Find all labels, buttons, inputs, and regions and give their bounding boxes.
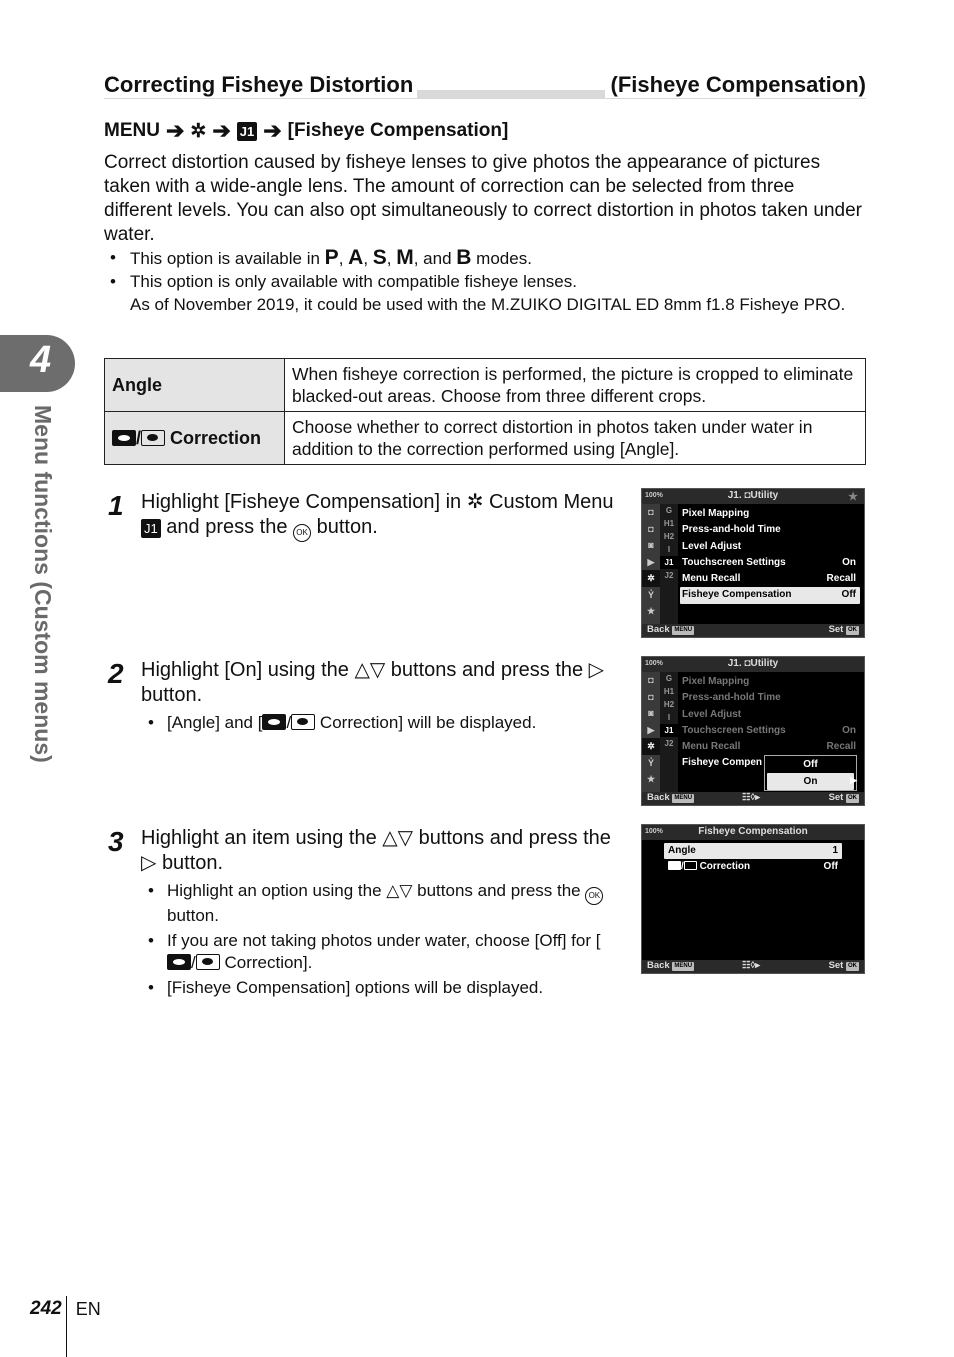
item-value: On	[842, 724, 856, 736]
note-text: As of November 2019, it could be used with the M.ZUIKO DIGITAL ED 8mm f1.8 Fisheye PRO.	[130, 295, 846, 314]
list-item	[680, 707, 860, 723]
set-label: Set	[828, 960, 844, 971]
note-list	[110, 246, 870, 316]
step-text	[141, 490, 629, 542]
back-hint	[647, 624, 694, 635]
back-label: Back	[647, 624, 670, 635]
tab-h2: H2	[663, 700, 675, 709]
video-icon: ◙	[648, 708, 654, 718]
mode-p: P	[324, 246, 339, 269]
text: Correction] will be displayed.	[315, 713, 537, 732]
list-item	[680, 674, 860, 690]
row-description: When fisheye correction is performed, the picture is cropped to eliminate blacked-out areas. Choose from three different crops.	[285, 359, 866, 412]
tab-j1: J1	[660, 556, 678, 569]
table-row	[105, 359, 866, 412]
sub-tabs	[660, 504, 678, 624]
ok-button-icon: OK	[848, 627, 857, 633]
list-item	[680, 506, 860, 522]
mode-a: A	[348, 246, 364, 269]
note-text: This option is available in	[130, 249, 325, 268]
custom-gear-icon: ✲	[642, 570, 660, 587]
sep: ,	[363, 249, 373, 268]
page-number: 242	[30, 1298, 62, 1319]
text: and press the	[160, 516, 294, 538]
underwater-icon	[167, 954, 191, 970]
fish-icon	[141, 430, 165, 446]
list-item	[148, 712, 618, 734]
camera-screen-1	[641, 488, 865, 638]
item-value: Off	[841, 589, 856, 601]
step-number: 1	[108, 490, 124, 521]
mode-m: M	[396, 246, 414, 269]
list-item	[680, 555, 860, 571]
back-hint	[647, 960, 694, 971]
note-text: modes.	[471, 249, 532, 268]
setup-wrench-icon: Ỷ	[647, 757, 654, 768]
slash: /	[136, 428, 142, 448]
menu-icons	[642, 672, 660, 792]
item-label: Pixel Mapping	[682, 676, 750, 687]
item-label: Press-and-hold Time	[682, 692, 781, 704]
tab-h1: H1	[663, 519, 675, 528]
item-value: 1	[832, 845, 838, 856]
title-right: (Fisheye Compensation)	[605, 72, 866, 98]
tab-j1-icon: J1	[237, 122, 257, 141]
battery-icon: 100%	[645, 492, 663, 499]
footer-divider	[66, 1296, 67, 1357]
list-item	[148, 930, 618, 974]
option-on: On	[767, 773, 854, 790]
table-row	[105, 412, 866, 465]
title-left: Correcting Fisheye Distortion	[104, 72, 417, 98]
back-label: Back	[647, 792, 670, 803]
text: Custom Menu	[483, 491, 614, 513]
text: [Angle] and [	[167, 713, 263, 732]
sep: , and	[413, 249, 457, 268]
list-item	[680, 690, 860, 706]
step-sub-list	[148, 880, 618, 1002]
tab-g: G	[665, 674, 673, 683]
list-item	[148, 977, 618, 999]
slash: /	[191, 953, 196, 972]
star-icon: ★	[848, 491, 858, 503]
arrow-icon: ➔	[263, 118, 282, 143]
item-label: Fisheye Compensation	[682, 589, 792, 601]
custom-gear-icon: ✲	[642, 738, 660, 755]
menu-button-icon: MENU	[674, 627, 693, 633]
setup-wrench-icon: Ỷ	[647, 589, 654, 600]
battery-icon: 100%	[645, 828, 663, 835]
item-value: Recall	[826, 573, 856, 585]
gear-icon: ✲	[190, 120, 207, 142]
list-item	[680, 522, 860, 538]
tab-j2: J2	[664, 739, 674, 748]
option-popup	[764, 755, 857, 791]
chapter-number: 4	[30, 339, 52, 381]
ok-icon: OK	[585, 887, 603, 905]
note-text: This option is only available with compatible fisheye lenses.	[130, 272, 577, 291]
underwater-icon	[112, 430, 136, 446]
menu-button-icon: MENU	[674, 963, 693, 969]
shooting2-icon: ◘	[648, 523, 654, 534]
set-label: Set	[828, 624, 844, 635]
tab-h2: H2	[663, 532, 675, 541]
tab-i: I	[667, 545, 671, 554]
set-hint	[829, 960, 859, 971]
item-label: Level Adjust	[682, 540, 742, 552]
shooting2-icon: ◘	[648, 691, 654, 702]
row-label: Angle	[105, 359, 285, 412]
menu-button-icon: MENU	[674, 795, 693, 801]
shooting-icon: ◘	[648, 507, 654, 517]
text: button.	[167, 906, 219, 925]
fish-icon	[291, 714, 315, 730]
item-label: Fisheye Compen	[682, 757, 763, 769]
row-label	[105, 412, 285, 465]
note-item	[110, 270, 870, 316]
item-label: Menu Recall	[682, 741, 741, 753]
dial-icon: ☷◊▸	[742, 792, 760, 803]
back-hint	[647, 792, 694, 803]
text: button.	[311, 516, 378, 538]
row-description: Choose whether to correct distortion in photos taken under water in addition to the correction performed using [Angle].	[285, 412, 866, 465]
mymenu-star-icon: ★	[646, 606, 656, 616]
sub-tabs	[660, 672, 678, 792]
list-item	[680, 571, 860, 587]
item-label	[668, 859, 750, 875]
dial-icon: ☷◊▸	[742, 960, 760, 971]
caret-right-icon: ▶	[850, 775, 857, 785]
set-hint	[829, 624, 859, 635]
menu-item: [Fisheye Compensation]	[287, 120, 509, 141]
text: If you are not taking photos under water, choose [Off] for [	[167, 931, 601, 950]
menu-icons	[642, 504, 660, 624]
screen-header: J1. ◘Utility	[727, 490, 779, 501]
note-item	[110, 246, 870, 270]
step-sub-list	[148, 712, 618, 737]
tab-h1: H1	[663, 687, 675, 696]
text: Highlight [Fisheye Compensation] in	[141, 491, 467, 513]
arrow-icon: ➔	[212, 118, 231, 143]
battery-icon: 100%	[645, 660, 663, 667]
options-table	[104, 358, 866, 465]
item-label: Touchscreen Settings	[682, 556, 786, 568]
item-label: Level Adjust	[682, 708, 742, 720]
screen-bottombar	[642, 960, 864, 973]
playback-icon: ▶	[647, 724, 655, 735]
chapter-label-text: Menu functions (Custom menus)	[30, 405, 56, 763]
item-label: Touchscreen Settings	[682, 724, 786, 736]
sep: ,	[386, 249, 397, 268]
menu-rows	[664, 843, 842, 875]
slash: /	[681, 861, 684, 872]
option-off: Off	[803, 759, 818, 770]
item-label: Pixel Mapping	[682, 508, 750, 519]
mode-b: B	[456, 246, 472, 269]
list-item	[680, 723, 860, 739]
item-label: Press-and-hold Time	[682, 524, 781, 536]
intro-paragraph: Correct distortion caused by fisheye lenses to give photos the appearance of pictures taken with a wide-angle lens. The amount of correction can be selected from three different levels. You can also opt simultaneously to correct distortion in photos taken under water.	[104, 152, 862, 245]
list-item-selected	[664, 843, 842, 859]
camera-screen-2	[641, 656, 865, 806]
item-value: Off	[823, 861, 838, 872]
ok-button-icon: OK	[848, 795, 857, 801]
tab-j1: J1	[660, 724, 678, 737]
item-label: Angle	[668, 845, 696, 856]
chapter-label	[24, 405, 56, 785]
ok-button-icon: OK	[848, 963, 857, 969]
language-code: EN	[75, 1298, 101, 1319]
step-text: Highlight an item using the △▽ buttons and press the ▷ button.	[141, 827, 611, 874]
list-item-selected	[680, 587, 860, 603]
mode-s: S	[372, 246, 387, 269]
list-item	[680, 539, 860, 555]
screen-header: Fisheye Compensation	[698, 826, 808, 837]
video-icon: ◙	[648, 540, 654, 550]
camera-screen-3	[641, 824, 865, 974]
screen-bottombar	[642, 624, 864, 637]
text: [Fisheye Compensation] options will be displayed.	[167, 978, 544, 997]
step-text: Highlight [On] using the △▽ buttons and press the ▷ button.	[141, 659, 605, 706]
list-item	[664, 859, 842, 875]
item-label: Menu Recall	[682, 573, 741, 585]
set-hint	[829, 792, 859, 803]
underwater-icon	[262, 714, 286, 730]
step-number: 2	[108, 658, 124, 689]
ok-icon: OK	[293, 524, 311, 542]
back-label: Back	[647, 960, 670, 971]
correction-label: Correction	[699, 861, 751, 872]
fish-icon	[684, 861, 697, 870]
text: Highlight an option using the △▽ buttons and press the	[167, 881, 586, 900]
tab-j1-icon: J1	[141, 519, 161, 538]
section-title	[104, 72, 866, 98]
list-item	[148, 880, 618, 927]
tab-j2: J2	[664, 571, 674, 580]
correction-label: Correction	[170, 428, 262, 448]
shooting-icon: ◘	[648, 675, 654, 685]
underwater-icon	[668, 861, 681, 870]
mymenu-star-icon: ★	[646, 774, 656, 784]
text: Correction].	[219, 953, 313, 972]
tab-i: I	[667, 713, 671, 722]
step-number: 3	[108, 826, 124, 857]
item-value: On	[842, 556, 856, 568]
screen-bottombar	[642, 792, 864, 805]
slash: /	[286, 713, 292, 732]
screen-header: J1. ◘Utility	[727, 658, 779, 669]
menu-path	[104, 118, 508, 144]
playback-icon: ▶	[647, 556, 655, 567]
chapter-tab	[0, 335, 75, 392]
menu-rows	[680, 506, 860, 604]
fish-icon	[196, 954, 220, 970]
sep: ,	[338, 249, 349, 268]
menu-label: MENU	[104, 120, 160, 141]
arrow-icon: ➔	[165, 118, 185, 143]
gear-icon: ✲	[466, 491, 484, 513]
tab-g: G	[665, 506, 673, 515]
item-value: Recall	[826, 741, 856, 753]
set-label: Set	[828, 792, 844, 803]
page-footer	[30, 1298, 101, 1320]
list-item	[680, 739, 860, 755]
